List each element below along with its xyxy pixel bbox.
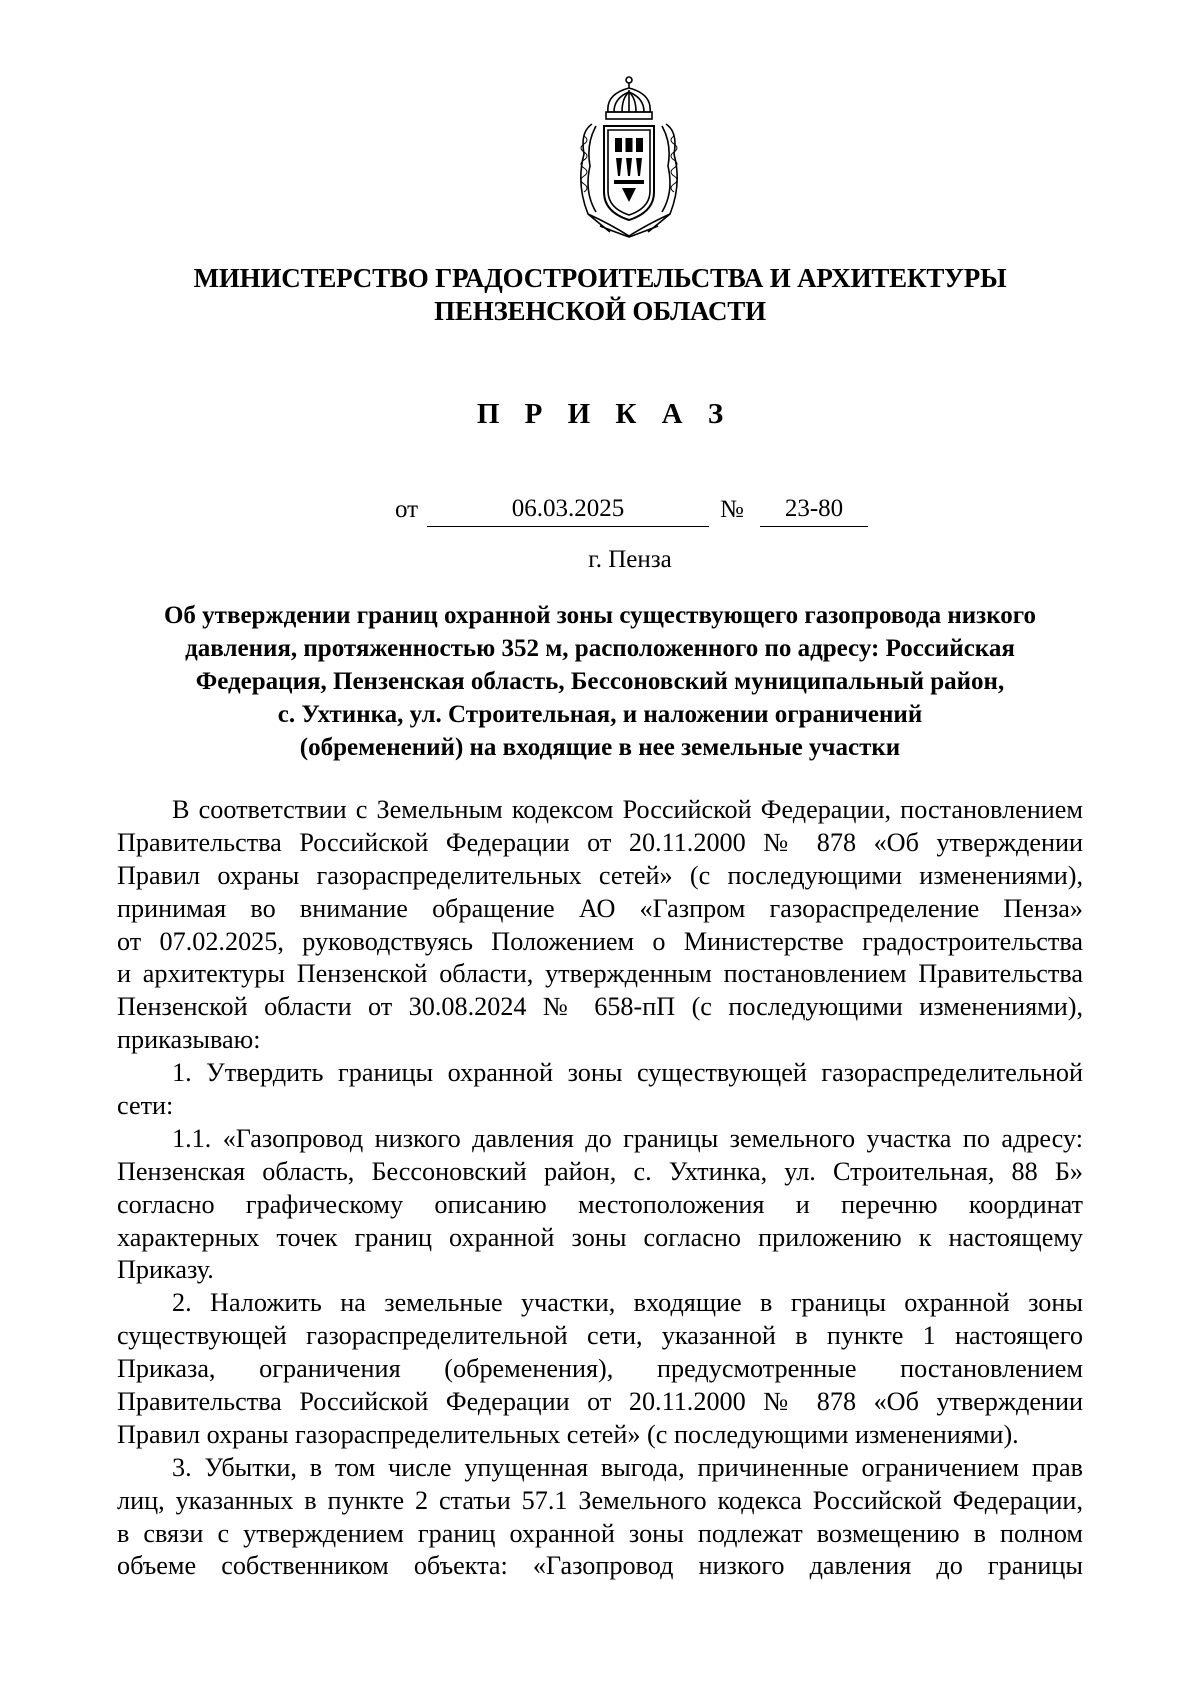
ministry-line-2: ПЕНЗЕНСКОЙ ОБЛАСТИ <box>434 296 766 326</box>
body-line: существующей газораспределительной сети, указанной в пункте 1 настоящего <box>117 1321 1083 1351</box>
order-number: 23-80 <box>760 495 868 527</box>
body-line: сети: <box>117 1091 174 1121</box>
date-prefix: от <box>395 496 419 523</box>
subject-line: давления, протяженностью 352 м, расположенного по адресу: Российская <box>185 635 1015 662</box>
body-line: от 07.02.2025, руководствуясь Положением о Министерстве градостроительства <box>117 926 1083 956</box>
body-line: Пензенской области от 30.08.2024 № 658-пП (с последующими изменениями), <box>117 992 1083 1022</box>
body-line: В соответствии с Земельным кодексом Российской Федерации, постановлением <box>172 795 1083 824</box>
ministry-name <box>0 262 1200 328</box>
body-line: Приказу. <box>117 1255 214 1285</box>
body-line: Правительства Российской Федерации от 20.11.2000 № 878 «Об утверждении <box>117 1387 1083 1417</box>
subject-line: с. Ухтинка, ул. Строительная, и наложении ограничений <box>277 701 923 728</box>
body-line: лиц, указанных в пункте 2 статьи 57.1 Земельного кодекса Российской Федерации, <box>117 1485 1083 1515</box>
body-line: Правительства Российской Федерации от 20.11.2000 № 878 «Об утверждении <box>117 827 1083 857</box>
order-title: П Р И К А З <box>476 398 733 430</box>
body-line: 2. Наложить на земельные участки, входящие в границы охранной зоны <box>172 1288 1083 1318</box>
body-line: и архитектуры Пензенской области, утвержденным постановлением Правительства <box>117 959 1083 989</box>
body-line: характерных точек границ охранной зоны согласно приложению к настоящему <box>117 1222 1083 1252</box>
ministry-line-1: МИНИСТЕРСТВО ГРАДОСТРОИТЕЛЬСТВА И АРХИТЕКТУРЫ <box>193 263 1007 293</box>
order-subject <box>120 599 1080 764</box>
number-prefix: № <box>720 496 744 523</box>
body-line: согласно графическому описанию местоположения и перечню координат <box>117 1189 1083 1219</box>
order-date: 06.03.2025 <box>427 495 709 527</box>
subject-line: (обременений) на входящие в нее земельные участки <box>299 734 901 761</box>
body-line: Пензенская область, Бессоновский район, с. Ухтинка, ул. Строительная, 88 Б» <box>117 1156 1083 1186</box>
body-line: Правил охраны газораспределительных сетей» (с последующими изменениями). <box>117 1419 1019 1449</box>
body-line: 1.1. «Газопровод низкого давления до границы земельного участка по адресу: <box>172 1123 1083 1153</box>
coat-of-arms-icon <box>570 74 688 239</box>
body-line: приказываю: <box>117 1025 261 1055</box>
body-line: 3. Убытки, в том числе упущенная выгода, причиненные ограничением прав <box>172 1452 1083 1482</box>
body-line: 1. Утвердить границы охранной зоны существующей газораспределительной <box>172 1058 1083 1088</box>
body-line: принимая во внимание обращение АО «Газпром газораспределение Пенза» <box>117 893 1083 923</box>
body-line: объеме собственником объекта: «Газопровод низкого давления до границы <box>117 1551 1083 1581</box>
body-line: в связи с утверждением границ охранной зоны подлежат возмещению в полном <box>117 1518 1083 1548</box>
subject-line: Об утверждении границ охранной зоны существующего газопровода низкого <box>163 602 1037 629</box>
subject-line: Федерация, Пензенская область, Бессоновский муниципальный район, <box>195 668 1005 695</box>
body-line: Приказа, ограничения (обременения), предусмотренные постановлением <box>117 1354 1083 1384</box>
city-line: г. Пенза <box>588 546 672 573</box>
order-body <box>117 794 1083 1583</box>
body-line: Правил охраны газораспределительных сетей» (с последующими изменениями), <box>117 860 1083 890</box>
